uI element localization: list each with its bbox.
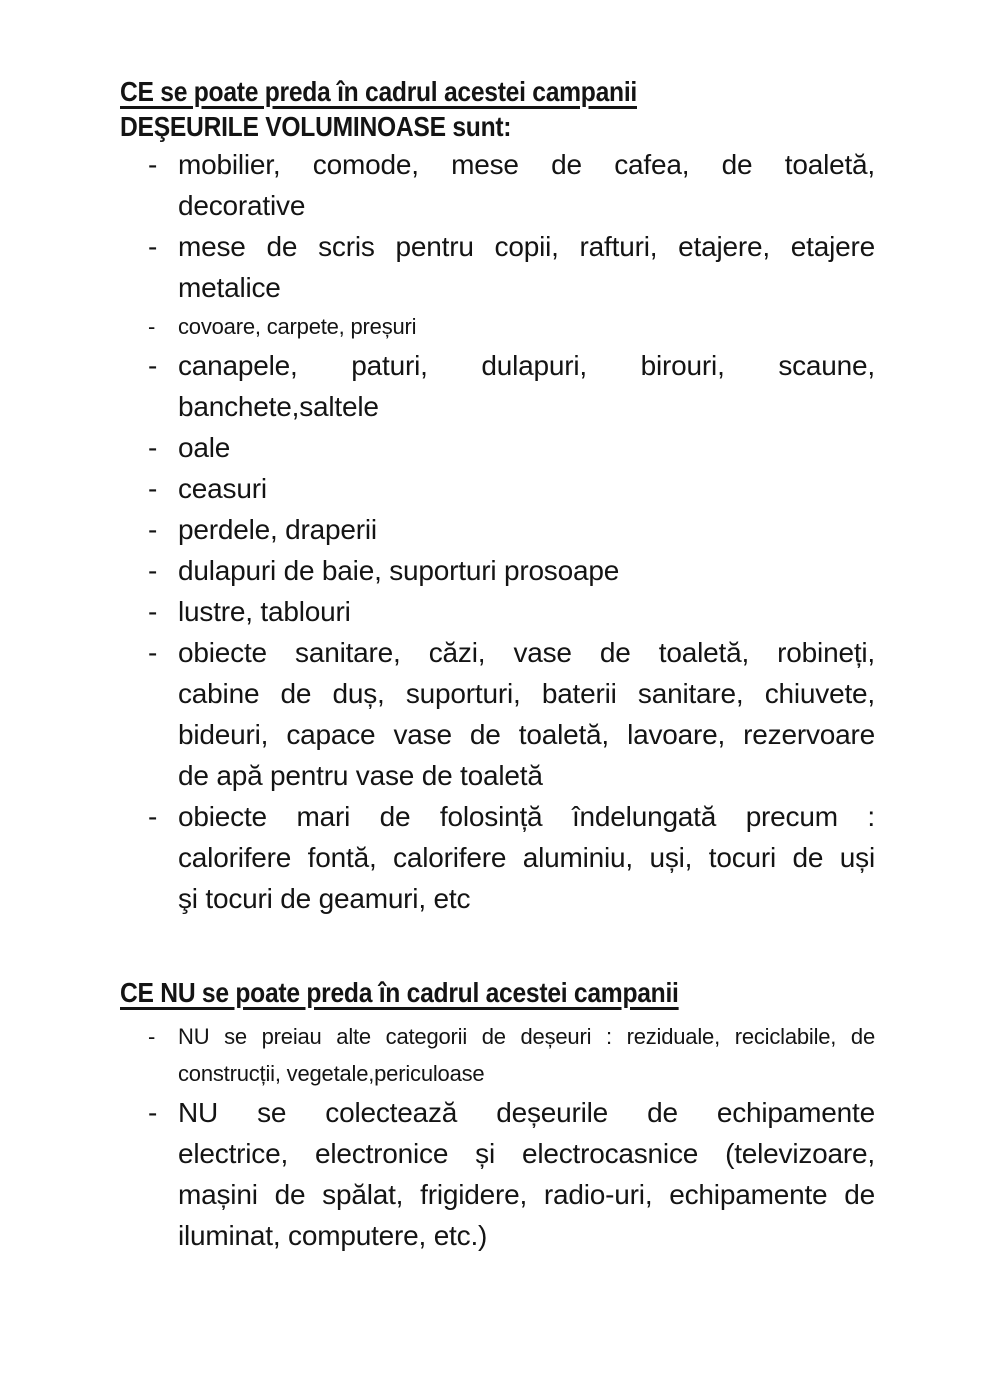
item-line: construcții, vegetale,periculoase <box>178 1061 485 1086</box>
item-line: canapele, paturi, dulapuri, birouri, scaune, <box>178 350 875 381</box>
item-line: mașini de spălat, frigidere, radio-uri, echipamente de <box>178 1179 875 1210</box>
not-accepted-list <box>120 1018 875 1256</box>
list-item-desks-shelves <box>120 226 875 308</box>
list-item-clocks <box>120 468 875 509</box>
dash-bullet-icon: - <box>148 555 158 586</box>
dash-bullet-icon: - <box>148 432 158 463</box>
item-line: obiecte mari de folosință îndelungată precum : <box>178 801 875 832</box>
item-line: NU se colectează deșeurile de echipamente <box>178 1097 875 1128</box>
item-line: metalice <box>178 272 281 303</box>
item-line: oale <box>178 432 231 463</box>
dash-bullet-icon: - <box>148 231 158 262</box>
dash-bullet-icon: - <box>148 314 156 339</box>
list-item-bathroom-cabinets <box>120 550 875 591</box>
list-item-electrical-equipment <box>120 1092 875 1256</box>
item-line: mese de scris pentru copii, rafturi, etajere, etajere <box>178 231 875 262</box>
dash-bullet-icon: - <box>148 149 158 180</box>
item-line: banchete,saltele <box>178 391 379 422</box>
list-item-pots <box>120 427 875 468</box>
dash-bullet-icon: - <box>148 1024 156 1049</box>
item-line: perdele, draperii <box>178 514 377 545</box>
subheading-bulky-waste <box>120 109 875 144</box>
item-line: covoare, carpete, preșuri <box>178 314 417 339</box>
item-line: electrice, electronice și electrocasnice (televizoare, <box>178 1138 875 1169</box>
list-item-chandeliers <box>120 591 875 632</box>
list-item-furniture <box>120 144 875 226</box>
list-item-carpets <box>120 308 875 345</box>
list-item-curtains <box>120 509 875 550</box>
item-line: şi tocuri de geamuri, etc <box>178 883 471 914</box>
item-line: bideuri, capace vase de toaletă, lavoare, rezervoare <box>178 719 875 750</box>
subheading-bulky-waste-text: DEŞEURILE VOLUMINOASE sunt: <box>120 111 512 142</box>
heading-what-cannot-be-handed-in-text: CE NU se poate preda în cadrul acestei campanii <box>120 977 679 1008</box>
item-line: NU se preiau alte categorii de deșeuri : reziduale, reciclabile, de <box>178 1024 875 1049</box>
dash-bullet-icon: - <box>148 514 158 545</box>
item-line: dulapuri de baie, suporturi prosoape <box>178 555 620 586</box>
list-item-sanitary-objects <box>120 632 875 796</box>
dash-bullet-icon: - <box>148 596 158 627</box>
dash-bullet-icon: - <box>148 350 158 381</box>
item-line: obiecte sanitare, căzi, vase de toaletă, robineți, <box>178 637 875 668</box>
item-line: calorifere fontă, calorifere aluminiu, uși, tocuri de uși <box>178 842 875 873</box>
heading-what-can-be-handed-in-text: CE se poate preda în cadrul acestei campanii <box>120 76 637 107</box>
list-item-sofas-beds <box>120 345 875 427</box>
item-line: decorative <box>178 190 306 221</box>
heading-what-cannot-be-handed-in <box>120 975 875 1010</box>
item-line: cabine de duș, suporturi, baterii sanitare, chiuvete, <box>178 678 875 709</box>
item-line: lustre, tablouri <box>178 596 351 627</box>
dash-bullet-icon: - <box>148 801 158 832</box>
list-item-other-waste-categories <box>120 1018 875 1092</box>
item-line: de apă pentru vase de toaletă <box>178 760 543 791</box>
item-line: ceasuri <box>178 473 267 504</box>
heading-what-can-be-handed-in <box>120 74 875 109</box>
list-item-large-durable-objects <box>120 796 875 919</box>
dash-bullet-icon: - <box>148 637 158 668</box>
dash-bullet-icon: - <box>148 473 158 504</box>
dash-bullet-icon: - <box>148 1097 158 1128</box>
item-line: mobilier, comode, mese de cafea, de toaletă, <box>178 149 875 180</box>
item-line: iluminat, computere, etc.) <box>178 1220 488 1251</box>
bulky-waste-list <box>120 144 875 919</box>
